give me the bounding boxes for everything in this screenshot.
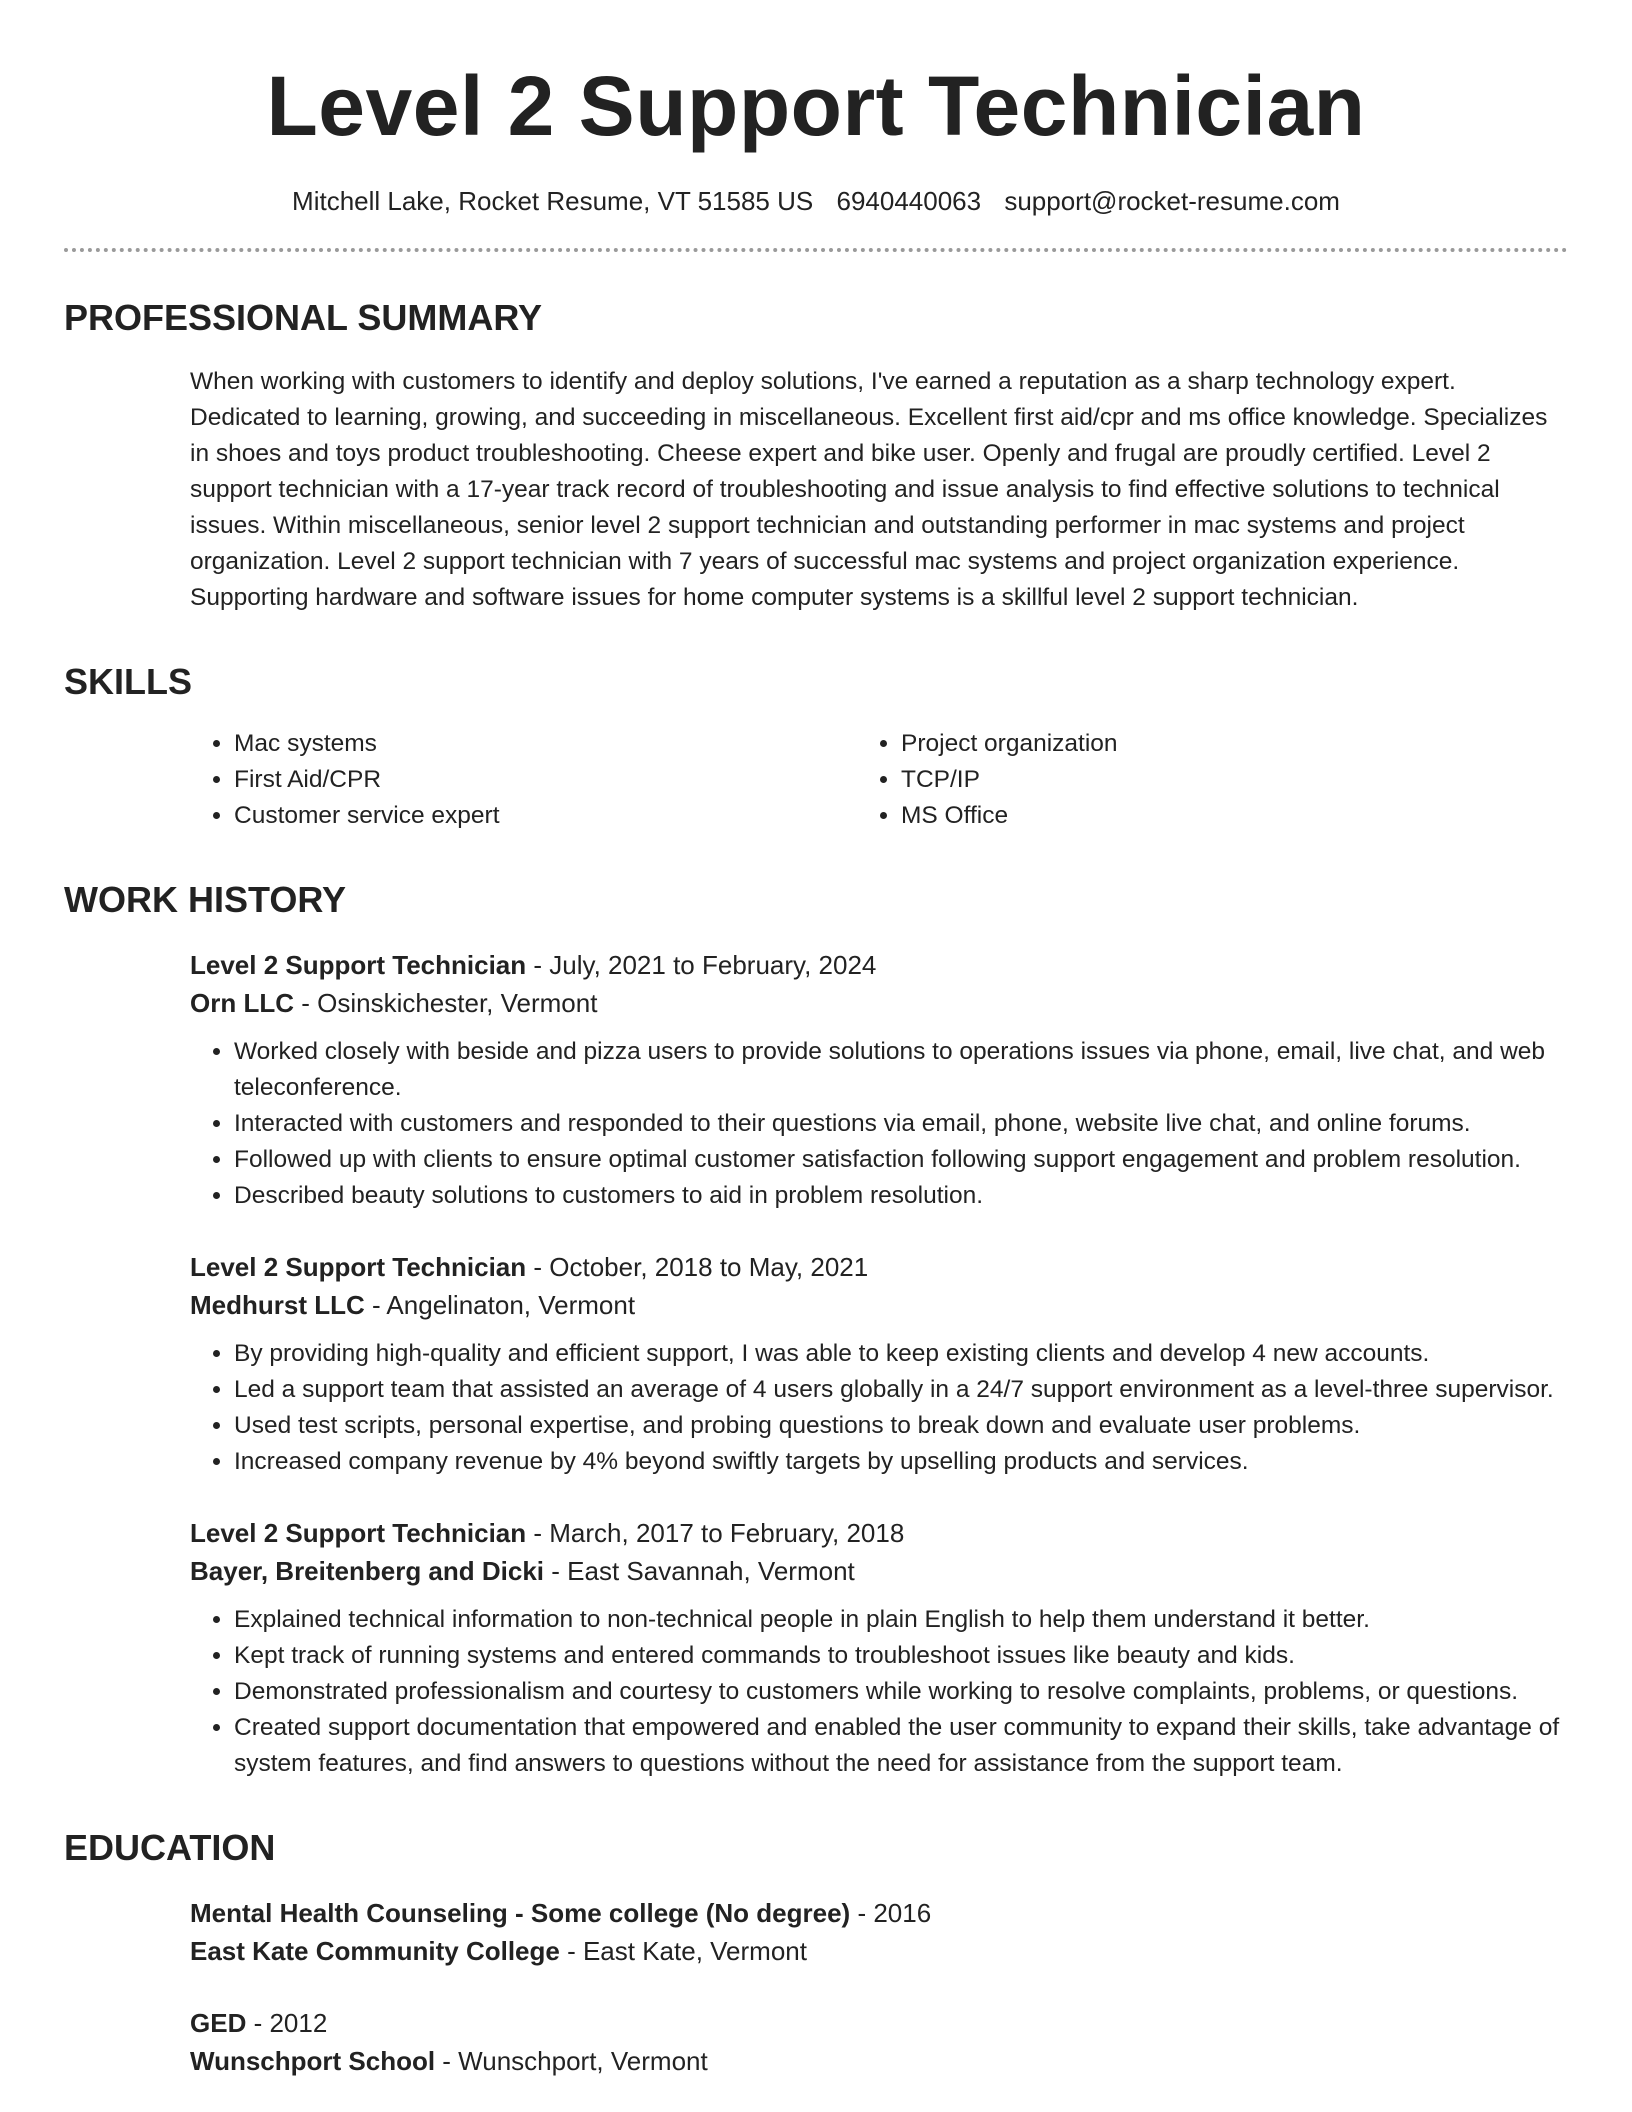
education-degree-line — [190, 2004, 1568, 2042]
job-bullet: • Followed up with clients to ensure optimal customer satisfaction following support engagement and problem resolution. — [234, 1142, 1568, 1178]
skills-heading: SKILLS — [64, 661, 193, 702]
skills-list — [190, 726, 1568, 834]
skills-column-left — [190, 726, 901, 834]
skill-item: • Mac systems — [234, 726, 901, 762]
job-entry — [190, 1514, 1568, 1782]
job-bullet: • Led a support team that assisted an average of 4 users globally in a 24/7 support environment as a level-three supervisor. — [234, 1372, 1568, 1408]
job-bullet: • Demonstrated professionalism and courtesy to customers while working to resolve complaints, problems, or questions. — [234, 1674, 1568, 1710]
job-bullets — [190, 1602, 1568, 1782]
job-dates: - March, 2017 to February, 2018 — [526, 1518, 905, 1548]
job-title-line — [190, 1514, 1568, 1552]
skills-column-right — [901, 726, 1568, 834]
resume-page — [64, 0, 1568, 2080]
job-bullet: • Interacted with customers and responded to their questions via email, phone, website live chat, and online forums. — [234, 1106, 1568, 1142]
education-location: - East Kate, Vermont — [559, 1936, 807, 1966]
skill-item: • TCP/IP — [901, 762, 1568, 798]
job-bullet: • By providing high-quality and efficient support, I was able to keep existing clients and develop 4 new accounts. — [234, 1336, 1568, 1372]
job-dates: - October, 2018 to May, 2021 — [526, 1252, 869, 1282]
job-bullet: • Explained technical information to non-technical people in plain English to help them understand it better. — [234, 1602, 1568, 1638]
education-school: East Kate Community College — [190, 1936, 560, 1966]
work-history-heading: WORK HISTORY — [64, 879, 347, 920]
job-bullet: • Worked closely with beside and pizza users to provide solutions to operations issues via phone, email, live chat, and web teleconference. — [234, 1034, 1568, 1106]
skill-item: • First Aid/CPR — [234, 762, 901, 798]
job-company-line — [190, 1286, 1568, 1324]
education-year: - 2016 — [850, 1898, 932, 1928]
skill-item: • MS Office — [901, 798, 1568, 834]
contact-email: support@rocket-resume.com — [1004, 186, 1340, 216]
education-school-line — [190, 2042, 1568, 2080]
education-heading: EDUCATION — [64, 1827, 276, 1868]
job-company: Bayer, Breitenberg and Dicki — [190, 1556, 545, 1586]
job-company-line — [190, 1552, 1568, 1590]
job-bullet: • Used test scripts, personal expertise, and probing questions to break down and evaluate user problems. — [234, 1408, 1568, 1444]
job-company-line — [190, 984, 1568, 1022]
education-degree-line — [190, 1894, 1568, 1932]
education-school: Wunschport School — [190, 2046, 436, 2076]
education-entry — [190, 2004, 1568, 2080]
job-location: - Osinskichester, Vermont — [294, 988, 598, 1018]
summary-heading: PROFESSIONAL SUMMARY — [64, 297, 543, 338]
job-location: - Angelinaton, Vermont — [364, 1290, 636, 1320]
job-title-line — [190, 1248, 1568, 1286]
job-bullet: • Created support documentation that empowered and enabled the user community to expand their skills, take advantage of system features, and find answers to questions without the need for assistance from the support team. — [234, 1710, 1568, 1782]
contact-phone: 6940440063 — [836, 186, 982, 216]
job-company: Orn LLC — [190, 988, 294, 1018]
job-bullets — [190, 1336, 1568, 1480]
summary-text: When working with customers to identify and deploy solutions, I've earned a reputation as a sharp technology expert. Dedicated to learning, growing, and succeeding in miscellaneous. Excellent first aid/cpr and ms office knowledge. Specializes in shoes and toys product troubleshooting. Cheese expert and bike user. Openly and frugal are proudly certified. Level 2 support technician with a 17-year track record of troubleshooting and issue analysis to find effective solutions to technical issues. Within miscellaneous, senior level 2 support technician and outstanding performer in mac systems and project organization. Level 2 support technician with 7 years of successful mac systems and project organization experience. Supporting hardware and software issues for home computer systems is a skillful level 2 support technician. — [190, 368, 1548, 611]
education-entry — [190, 1894, 1568, 1970]
job-entry — [190, 1248, 1568, 1480]
job-role: Level 2 Support Technician — [190, 950, 527, 980]
skill-item: • Customer service expert — [234, 798, 901, 834]
education-school-line — [190, 1932, 1568, 1970]
education-degree: GED — [190, 2008, 247, 2038]
job-location: - East Savannah, Vermont — [544, 1556, 855, 1586]
job-bullet: • Described beauty solutions to customers to aid in problem resolution. — [234, 1178, 1568, 1214]
contact-line — [64, 184, 1568, 218]
contact-address: Mitchell Lake, Rocket Resume, VT 51585 US — [292, 186, 814, 216]
header-divider — [64, 248, 1568, 252]
skill-item: • Project organization — [901, 726, 1568, 762]
job-role: Level 2 Support Technician — [190, 1252, 527, 1282]
job-role: Level 2 Support Technician — [190, 1518, 527, 1548]
education-degree: Mental Health Counseling - Some college (No degree) — [190, 1898, 851, 1928]
job-bullet: • Increased company revenue by 4% beyond swiftly targets by upselling products and services. — [234, 1444, 1568, 1480]
job-bullets — [190, 1034, 1568, 1214]
job-bullet: • Kept track of running systems and entered commands to troubleshoot issues like beauty and kids. — [234, 1638, 1568, 1674]
resume-title: Level 2 Support Technician — [266, 59, 1366, 153]
education-year: - 2012 — [246, 2008, 328, 2038]
job-company: Medhurst LLC — [190, 1290, 365, 1320]
education-location: - Wunschport, Vermont — [435, 2046, 708, 2076]
job-dates: - July, 2021 to February, 2024 — [526, 950, 877, 980]
job-title-line — [190, 946, 1568, 984]
job-entry — [190, 946, 1568, 1214]
